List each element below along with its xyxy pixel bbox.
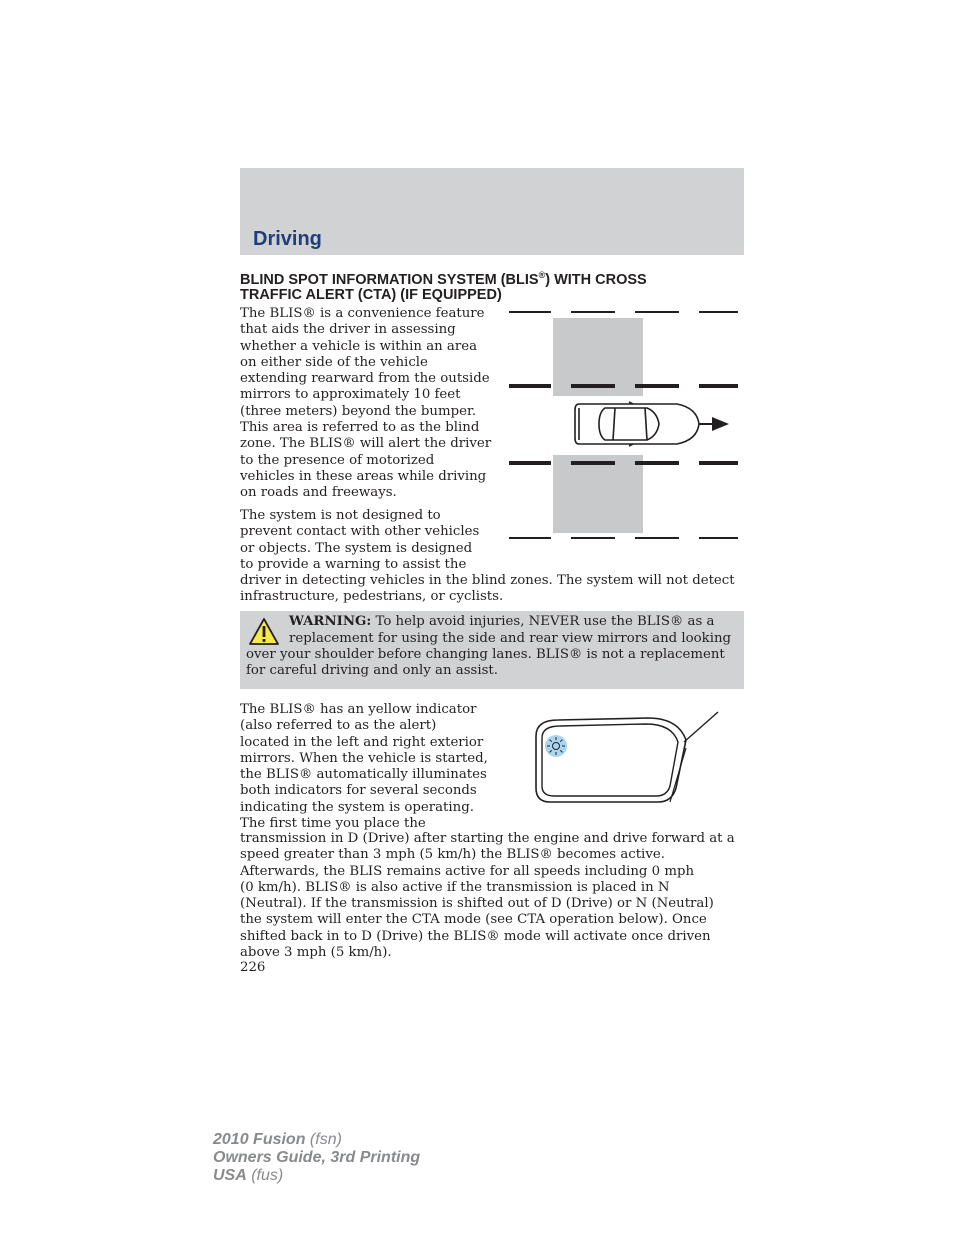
- footer-line-1: 2010 Fusion (fsn): [213, 1131, 342, 1148]
- section-title: Driving: [253, 228, 322, 250]
- warning-triangle-icon: [248, 617, 280, 647]
- side-mirror-diagram: [528, 708, 724, 808]
- document-footer: [213, 1131, 420, 1185]
- indicator-paragraph-narrow: The BLIS® has an yellow indicator (also referred to as the alert) located in the left and right exterior mirrors. When the vehicle is started, the BLIS® automatically illuminates both indicators for several seconds indicating the system is operating. The first time you place the: [240, 702, 488, 832]
- limitation-paragraph-narrow: The system is not designed to prevent contact with other vehicles or objects. The system is designed to provide a warning to assist the: [240, 508, 480, 572]
- car-icon: [575, 402, 699, 446]
- footer-line-2: Owners Guide, 3rd Printing: [213, 1149, 421, 1166]
- warning-line-1: WARNING: To help avoid injuries, NEVER use the BLIS® as a: [289, 614, 715, 629]
- blind-zone-diagram: [507, 300, 742, 545]
- heading-line-1: BLIND SPOT INFORMATION SYSTEM (BLIS®) WITH CROSS: [240, 270, 647, 288]
- intro-paragraph: The BLIS® is a convenience feature that aids the driver in assessing whether a vehicle is within an area on either side of the vehicle extending rearward from the outside mirrors to approximately 10 feet (three meters) beyond the bumper. This area is referred to as the blind zone. The BLIS® will alert the driver to the presence of motorized vehicles in these areas while driving on roads and freeways.: [240, 306, 492, 501]
- mirror-outer-housing: [536, 718, 686, 802]
- indicator-paragraph-wide: transmission in D (Drive) after starting the engine and drive forward at a speed greater than 3 mph (5 km/h) the BLIS® becomes active. Afterwards, the BLIS remains active for all speeds including 0 mph (0 km/h). BLIS® is also active if the transmission is placed in N (Neutral). If the transmission is shifted out of D (Drive) or N (Neutral) the system will enter the CTA mode (see CTA operation below). Once shifted back in to D (Drive) the BLIS® mode will activate once driven above 3 mph (5 km/h).: [240, 831, 735, 961]
- lower-blind-zone: [553, 455, 643, 533]
- limitation-paragraph-wide: driver in detecting vehicles in the blind zones. The system will not detect infrastructure, pedestrians, or cyclists.: [240, 573, 735, 605]
- blis-indicator-icon: [545, 735, 567, 757]
- warning-label: WARNING:: [289, 614, 372, 629]
- page-number: 226: [240, 960, 266, 975]
- heading-line-2: TRAFFIC ALERT (CTA) (IF EQUIPPED): [240, 287, 502, 304]
- warning-continuation: over your shoulder before changing lanes. BLIS® is not a replacement for careful driving and only an assist.: [246, 647, 725, 679]
- direction-arrow-icon: [699, 417, 729, 431]
- footer-line-3: USA (fus): [213, 1167, 284, 1184]
- mirror-arm: [684, 712, 718, 742]
- page-heading: [240, 268, 744, 304]
- warning-line-2: replacement for using the side and rear view mirrors and looking: [289, 631, 732, 646]
